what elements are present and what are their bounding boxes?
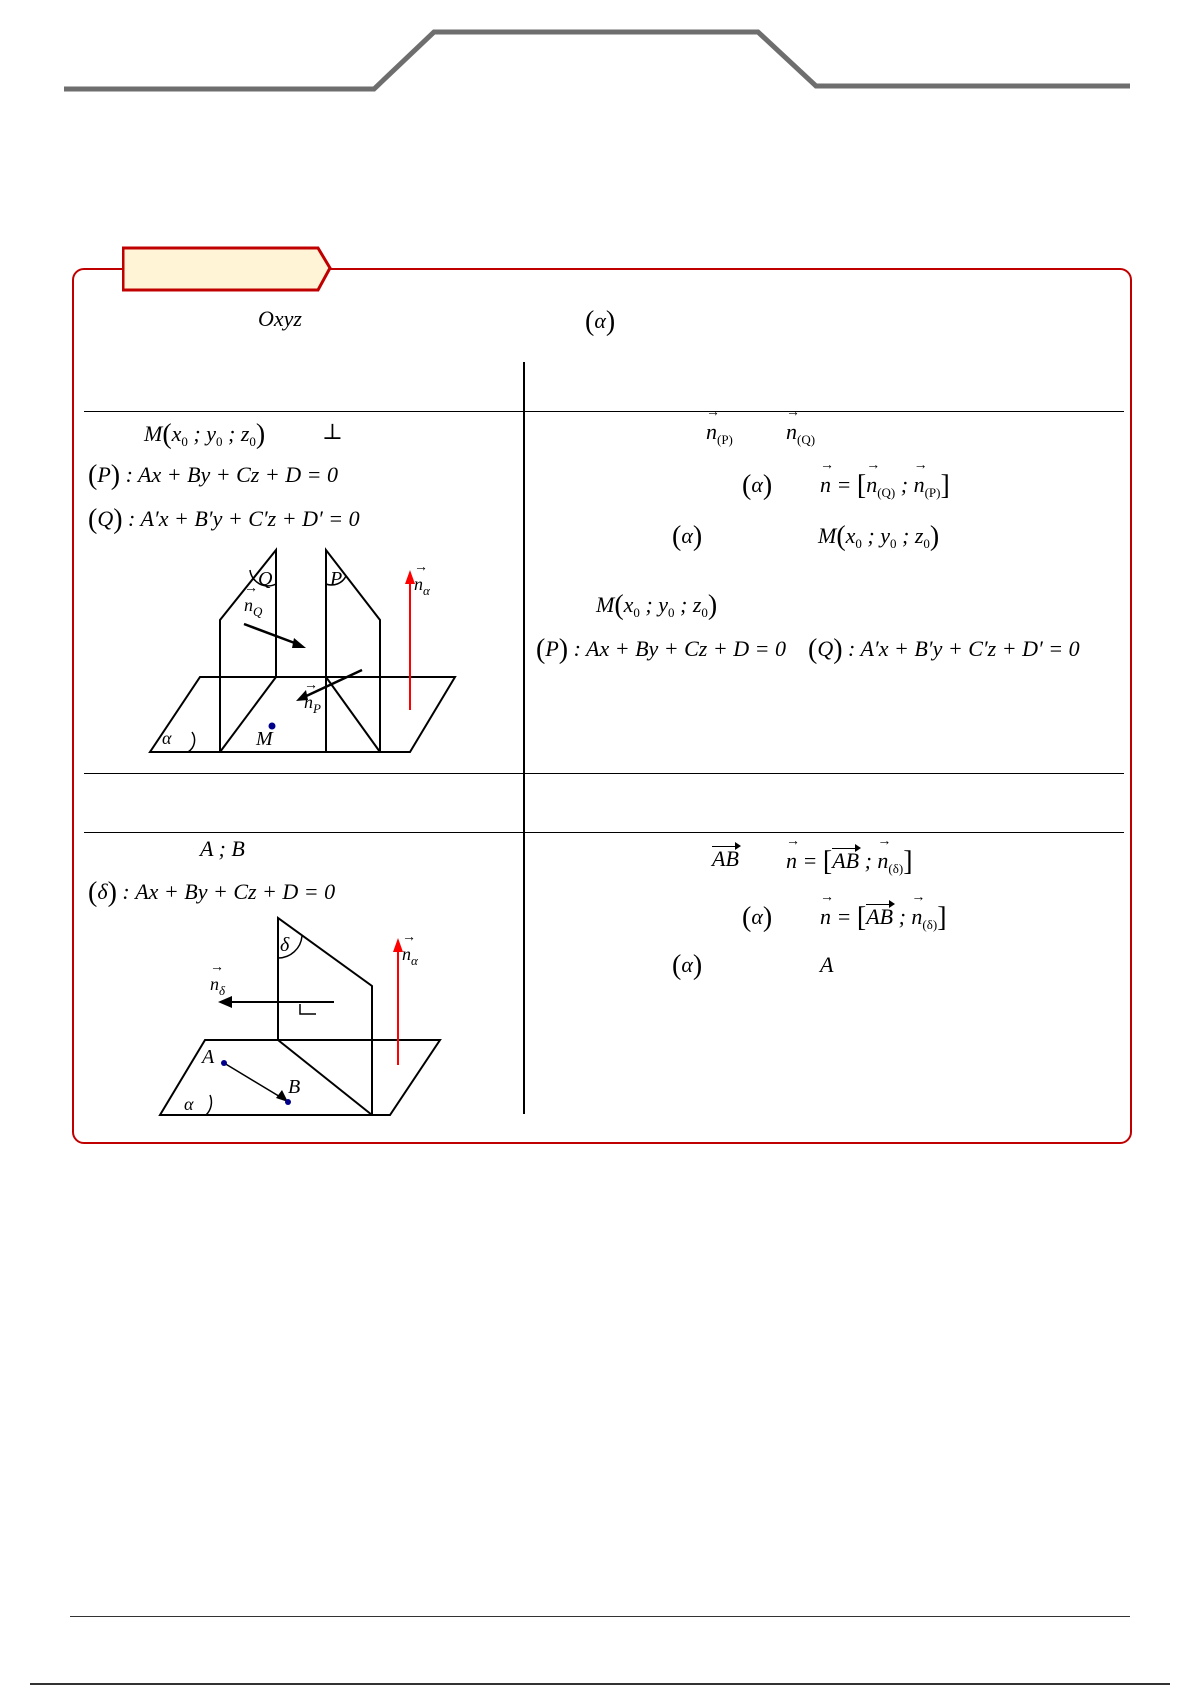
s1-n-p: → $n_{(P)}$ [706,419,733,448]
fig2-label-alpha: α [184,1094,194,1114]
s2-n-formula: → n = [AB ; → $n_{(\delta)}$] [786,846,913,878]
fig1-label-na: → $n_\alpha$ [414,574,430,599]
s1-plane-q-right: (Q) : A′x + B′y + C′z + D′ = 0 [808,634,1080,665]
table-divider [523,362,525,1114]
s1-plane-q: (Q) : A′x + B′y + C′z + D′ = 0 [88,504,360,535]
header-decoration [0,0,1192,100]
table-line-2 [84,773,1124,774]
s1-n-formula: → n = [→ $n_{(Q)}$ ; → $n_{(P)}$] [820,470,950,502]
s2-n-formula-2: → n = [AB ; → $n_{(\delta)}$] [820,902,947,934]
s1-n-q: → $n_{(Q)}$ [786,419,815,448]
table-line-3 [84,832,1124,833]
fig2-label-nd: → $n_\delta$ [210,974,225,999]
fig2-label-a: A [202,1046,215,1068]
s1-perp-symbol: ⊥ [322,419,343,444]
fig1-label-q: Q [258,568,273,590]
s1-plane-p: (P) : Ax + By + Cz + D = 0 [88,460,338,491]
intro-plane: (α) [585,306,616,337]
s2-plane-delta: (δ) : Ax + By + Cz + D = 0 [88,877,336,908]
fig2-label-delta: δ [280,934,290,956]
fig1-label-p: P [330,568,343,590]
fig2-label-b: B [288,1076,301,1098]
footer-line [70,1616,1130,1617]
s2-point-a: A [820,952,834,977]
fig1-label-nq: → $n_Q$ [244,595,262,620]
fig2-label-na: → $n_\alpha$ [402,944,418,969]
fig1-label-np: → $n_P$ [304,692,321,717]
s1-point-m: $M(x_0$ ; $y_0$ ; $z_0$) [144,419,266,450]
s2-alpha: (α) [742,902,773,933]
s1-point-m-right: $M(x_0$ ; $y_0$ ; $z_0$) [818,521,940,552]
s1-alpha-2: (α) [672,521,703,552]
s1-plane-p-right: (P) : Ax + By + Cz + D = 0 [536,634,786,665]
table-line-1 [84,411,1124,412]
fig1-label-m: M [256,728,273,750]
s1-point-m-right-2: $M(x_0$ ; $y_0$ ; $z_0$) [596,590,718,621]
s2-ab: AB [712,846,739,871]
s2-points: A ; B [200,836,245,861]
s1-alpha: (α) [742,470,773,501]
s2-alpha-2: (α) [672,950,703,981]
fig1-label-alpha: α [162,728,172,748]
section-tag [122,244,332,292]
intro-system: Oxyz [258,306,302,331]
